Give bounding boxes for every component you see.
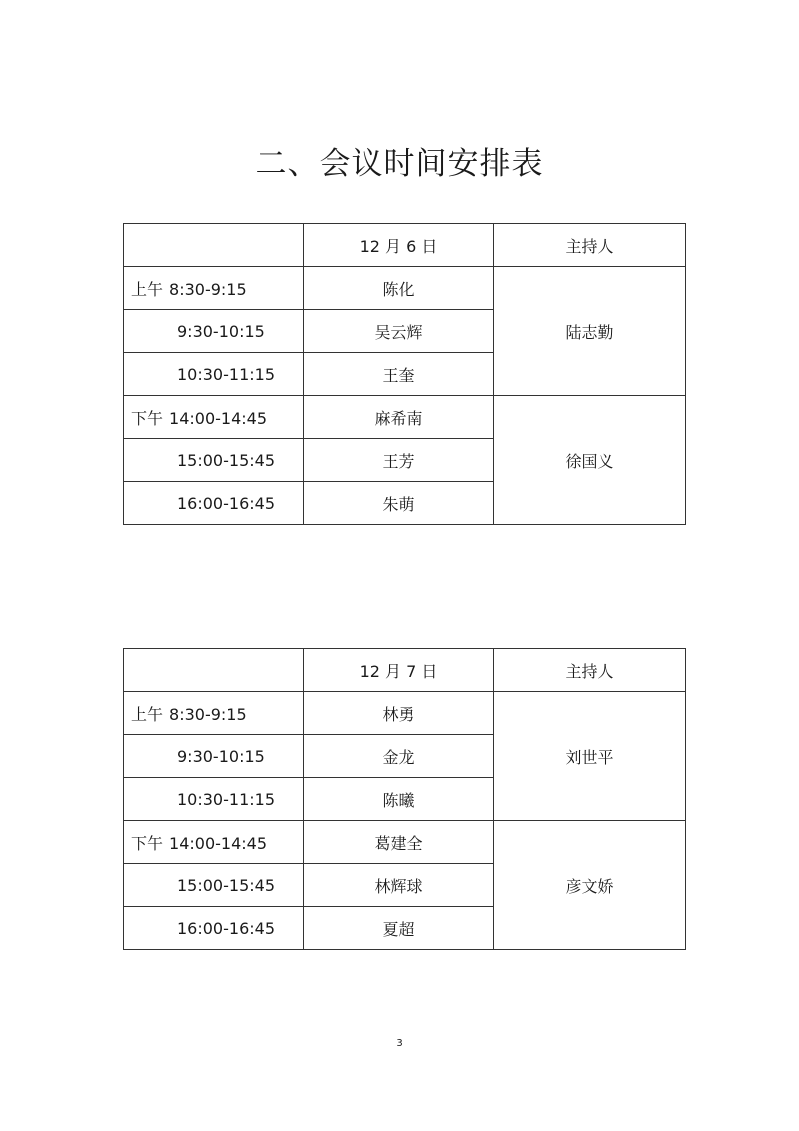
header-host: 主持人 bbox=[494, 224, 686, 267]
header-host: 主持人 bbox=[494, 649, 686, 692]
speaker-cell: 吴云辉 bbox=[304, 310, 494, 353]
time-range: 8:30-9:15 bbox=[169, 704, 247, 724]
schedule-table-day-1 bbox=[123, 223, 686, 525]
time-range: 14:00-14:45 bbox=[169, 408, 268, 428]
header-date: 12 月 6 日 bbox=[304, 224, 494, 267]
table-row bbox=[124, 267, 686, 310]
header-empty-cell bbox=[124, 649, 304, 692]
host-cell: 刘世平 bbox=[494, 692, 686, 821]
period-label: 下午 bbox=[131, 833, 164, 853]
speaker-cell: 麻希南 bbox=[304, 396, 494, 439]
table-row bbox=[124, 821, 686, 864]
host-cell: 彦文娇 bbox=[494, 821, 686, 950]
time-cell: 16:00-16:45 bbox=[124, 907, 304, 950]
speaker-cell: 林勇 bbox=[304, 692, 494, 735]
speaker-cell: 陈曦 bbox=[304, 778, 494, 821]
host-cell: 陆志勤 bbox=[494, 267, 686, 396]
period-label: 上午 bbox=[131, 704, 164, 724]
time-cell: 15:00-15:45 bbox=[124, 864, 304, 907]
speaker-cell: 陈化 bbox=[304, 267, 494, 310]
time-cell: 10:30-11:15 bbox=[124, 353, 304, 396]
time-range: 8:30-9:15 bbox=[169, 279, 247, 299]
time-cell: 15:00-15:45 bbox=[124, 439, 304, 482]
time-cell bbox=[124, 692, 304, 735]
time-cell bbox=[124, 396, 304, 439]
speaker-cell: 葛建全 bbox=[304, 821, 494, 864]
table-row bbox=[124, 396, 686, 439]
speaker-cell: 夏超 bbox=[304, 907, 494, 950]
schedule-table-day-2 bbox=[123, 648, 686, 950]
time-cell bbox=[124, 267, 304, 310]
speaker-cell: 朱萌 bbox=[304, 482, 494, 525]
time-cell: 16:00-16:45 bbox=[124, 482, 304, 525]
page-number: 3 bbox=[396, 1038, 403, 1049]
time-cell bbox=[124, 821, 304, 864]
speaker-cell: 王奎 bbox=[304, 353, 494, 396]
header-empty-cell bbox=[124, 224, 304, 267]
table-row bbox=[124, 692, 686, 735]
page-title: 二、会议时间安排表 bbox=[255, 146, 544, 182]
host-cell: 徐国义 bbox=[494, 396, 686, 525]
table-header-row bbox=[124, 224, 686, 267]
header-date: 12 月 7 日 bbox=[304, 649, 494, 692]
time-cell: 9:30-10:15 bbox=[124, 310, 304, 353]
time-cell: 10:30-11:15 bbox=[124, 778, 304, 821]
speaker-cell: 金龙 bbox=[304, 735, 494, 778]
period-label: 下午 bbox=[131, 408, 164, 428]
speaker-cell: 林辉球 bbox=[304, 864, 494, 907]
time-cell: 9:30-10:15 bbox=[124, 735, 304, 778]
speaker-cell: 王芳 bbox=[304, 439, 494, 482]
table-header-row bbox=[124, 649, 686, 692]
period-label: 上午 bbox=[131, 279, 164, 299]
time-range: 14:00-14:45 bbox=[169, 833, 268, 853]
